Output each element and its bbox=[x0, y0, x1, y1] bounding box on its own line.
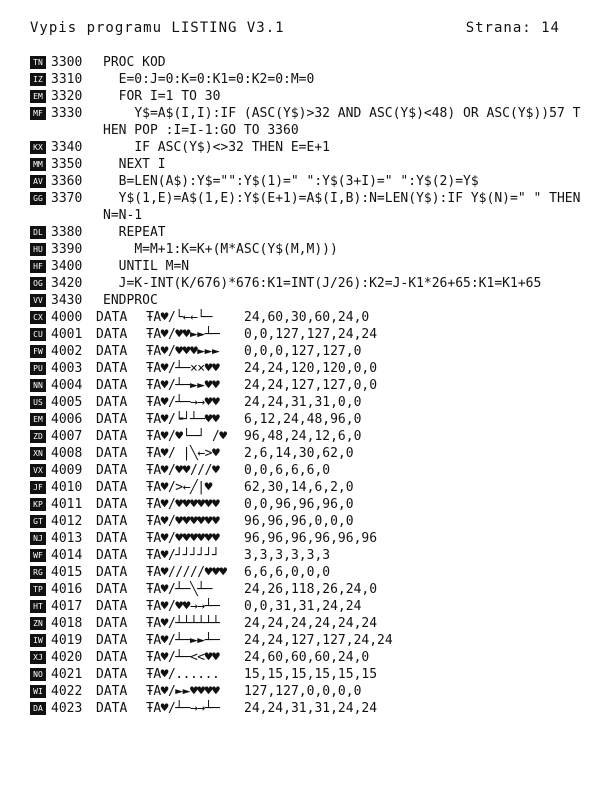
data-values: 24,60,60,60,24,0 bbox=[244, 650, 370, 665]
line-number: 4012 bbox=[51, 514, 83, 529]
data-keyword: DATA bbox=[96, 480, 128, 495]
line-number: 4017 bbox=[51, 599, 83, 614]
checksum-badge: NN bbox=[30, 379, 46, 392]
checksum-badge: IZ bbox=[30, 73, 46, 86]
data-graphic-string: ŦA♥/┘┘┘┘┘┘ bbox=[146, 548, 220, 563]
data-graphic-string: ŦA♥/┕┘┴─♥♥ bbox=[146, 412, 220, 427]
line-number: 4008 bbox=[51, 446, 83, 461]
code-line bbox=[30, 71, 582, 88]
line-number: 4005 bbox=[51, 395, 83, 410]
data-values: 24,60,30,60,24,0 bbox=[244, 310, 370, 325]
data-keyword: DATA bbox=[96, 361, 128, 376]
data-line bbox=[30, 445, 582, 462]
code-text: REPEAT bbox=[103, 225, 166, 240]
data-keyword: DATA bbox=[96, 616, 128, 631]
data-values: 96,48,24,12,6,0 bbox=[244, 429, 362, 444]
checksum-badge: US bbox=[30, 396, 46, 409]
data-line bbox=[30, 343, 582, 360]
data-keyword: DATA bbox=[96, 412, 128, 427]
code-text: E=0:J=0:K=0:K1=0:K2=0:M=0 bbox=[103, 72, 315, 87]
code-text: PROC KOD bbox=[103, 55, 166, 70]
line-number: 4016 bbox=[51, 582, 83, 597]
checksum-badge: GG bbox=[30, 192, 46, 205]
line-number: 3320 bbox=[51, 89, 83, 104]
line-number: 3400 bbox=[51, 259, 83, 274]
line-number: 4013 bbox=[51, 531, 83, 546]
line-number: 3340 bbox=[51, 140, 83, 155]
code-line bbox=[30, 54, 582, 71]
line-number: 4021 bbox=[51, 667, 83, 682]
checksum-badge: NJ bbox=[30, 532, 46, 545]
code-line bbox=[30, 224, 582, 241]
data-graphic-string: ŦA♥/┴─××♥♥ bbox=[146, 361, 220, 376]
data-line bbox=[30, 530, 582, 547]
data-values: 6,6,6,0,0,0 bbox=[244, 565, 331, 580]
checksum-badge: ZN bbox=[30, 617, 46, 630]
data-graphic-string: ŦA♥/♥♥///♥ bbox=[146, 463, 220, 478]
data-graphic-string: ŦA♥/┴─►►♥♥ bbox=[146, 378, 220, 393]
data-values: 24,24,31,31,24,24 bbox=[244, 701, 378, 716]
data-values: 96,96,96,0,0,0 bbox=[244, 514, 354, 529]
data-graphic-string: ŦA♥/└←←└─ bbox=[146, 310, 212, 325]
data-values: 0,0,127,127,24,24 bbox=[244, 327, 378, 342]
data-values: 0,0,6,6,6,0 bbox=[244, 463, 331, 478]
data-line bbox=[30, 462, 582, 479]
data-graphic-string: ŦA♥/►►♥♥♥♥ bbox=[146, 684, 220, 699]
data-keyword: DATA bbox=[96, 344, 128, 359]
checksum-badge: DA bbox=[30, 702, 46, 715]
data-values: 24,24,24,24,24,24 bbox=[244, 616, 378, 631]
data-line bbox=[30, 615, 582, 632]
checksum-badge: TN bbox=[30, 56, 46, 69]
line-number: 3370 bbox=[51, 191, 83, 206]
data-line bbox=[30, 666, 582, 683]
data-keyword: DATA bbox=[96, 650, 128, 665]
code-line bbox=[30, 88, 582, 105]
line-number: 3350 bbox=[51, 157, 83, 172]
data-values: 2,6,14,30,62,0 bbox=[244, 446, 354, 461]
code-text: B=LEN(A$):Y$="":Y$(1)=" ":Y$(3+I)=" ":Y$(2)=Y$ bbox=[103, 174, 479, 189]
checksum-badge: NO bbox=[30, 668, 46, 681]
data-keyword: DATA bbox=[96, 548, 128, 563]
data-keyword: DATA bbox=[96, 327, 128, 342]
data-line bbox=[30, 411, 582, 428]
checksum-badge: EM bbox=[30, 90, 46, 103]
data-graphic-string: ŦA♥/♥♥►►┴─ bbox=[146, 327, 220, 342]
data-line bbox=[30, 598, 582, 615]
line-number: 4023 bbox=[51, 701, 83, 716]
data-graphic-string: ŦA♥/♥♥♥♥♥♥ bbox=[146, 531, 220, 546]
checksum-badge: ZD bbox=[30, 430, 46, 443]
code-line bbox=[30, 190, 589, 224]
code-line bbox=[30, 139, 582, 156]
data-values: 96,96,96,96,96,96 bbox=[244, 531, 378, 546]
checksum-badge: KX bbox=[30, 141, 46, 154]
checksum-badge: FW bbox=[30, 345, 46, 358]
data-values: 6,12,24,48,96,0 bbox=[244, 412, 362, 427]
line-number: 4009 bbox=[51, 463, 83, 478]
program-listing bbox=[30, 54, 589, 717]
checksum-badge: CU bbox=[30, 328, 46, 341]
code-text: Y$=A$(I,I):IF (ASC(Y$)>32 AND ASC(Y$)<48) OR ASC(Y$))57 THEN POP :I=I-1:GO TO 3360 bbox=[103, 106, 581, 138]
checksum-badge: MM bbox=[30, 158, 46, 171]
page-header bbox=[30, 18, 560, 38]
checksum-badge: XJ bbox=[30, 651, 46, 664]
checksum-badge: JF bbox=[30, 481, 46, 494]
line-number: 4006 bbox=[51, 412, 83, 427]
data-line bbox=[30, 700, 582, 717]
data-graphic-string: ŦA♥/┴─→→┴─ bbox=[146, 701, 220, 716]
data-line bbox=[30, 547, 582, 564]
line-number: 3310 bbox=[51, 72, 83, 87]
data-keyword: DATA bbox=[96, 497, 128, 512]
line-number: 4002 bbox=[51, 344, 83, 359]
code-text: IF ASC(Y$)<>32 THEN E=E+1 bbox=[103, 140, 330, 155]
data-line bbox=[30, 513, 582, 530]
data-values: 0,0,31,31,24,24 bbox=[244, 599, 362, 614]
data-line bbox=[30, 632, 582, 649]
line-number: 4018 bbox=[51, 616, 83, 631]
data-line bbox=[30, 683, 582, 700]
code-line bbox=[30, 292, 582, 309]
code-text: NEXT I bbox=[103, 157, 166, 172]
line-number: 4014 bbox=[51, 548, 83, 563]
data-graphic-string: ŦA♥/♥♥♥♥♥♥ bbox=[146, 514, 220, 529]
checksum-badge: PU bbox=[30, 362, 46, 375]
line-number: 3420 bbox=[51, 276, 83, 291]
line-number: 4007 bbox=[51, 429, 83, 444]
data-keyword: DATA bbox=[96, 667, 128, 682]
line-number: 3360 bbox=[51, 174, 83, 189]
data-values: 0,0,96,96,96,0 bbox=[244, 497, 354, 512]
data-graphic-string: ŦA♥/┴─►►┴─ bbox=[146, 633, 220, 648]
data-graphic-string: ŦA♥/...... bbox=[146, 667, 220, 682]
data-keyword: DATA bbox=[96, 446, 128, 461]
data-keyword: DATA bbox=[96, 565, 128, 580]
data-graphic-string: ŦA♥/┴─→→♥♥ bbox=[146, 395, 220, 410]
code-line bbox=[30, 173, 582, 190]
line-number: 4003 bbox=[51, 361, 83, 376]
line-number: 4004 bbox=[51, 378, 83, 393]
data-keyword: DATA bbox=[96, 599, 128, 614]
checksum-badge: XN bbox=[30, 447, 46, 460]
data-values: 0,0,0,127,127,0 bbox=[244, 344, 362, 359]
data-line bbox=[30, 360, 582, 377]
line-number: 3300 bbox=[51, 55, 83, 70]
checksum-badge: VX bbox=[30, 464, 46, 477]
data-keyword: DATA bbox=[96, 378, 128, 393]
data-line bbox=[30, 496, 582, 513]
data-graphic-string: ŦA♥/┴┴┴┴┴┴ bbox=[146, 616, 220, 631]
data-line bbox=[30, 377, 582, 394]
line-number: 4001 bbox=[51, 327, 83, 342]
data-values: 127,127,0,0,0,0 bbox=[244, 684, 362, 699]
data-keyword: DATA bbox=[96, 395, 128, 410]
line-number: 4022 bbox=[51, 684, 83, 699]
page-number: Strana: 14 bbox=[465, 20, 560, 36]
checksum-badge: MF bbox=[30, 107, 46, 120]
line-number: 4020 bbox=[51, 650, 83, 665]
code-text: ENDPROC bbox=[103, 293, 158, 308]
code-text: M=M+1:K=K+(M*ASC(Y$(M,M))) bbox=[103, 242, 338, 257]
checksum-badge: AV bbox=[30, 175, 46, 188]
data-graphic-string: ŦA♥/>←╱|♥ bbox=[146, 480, 212, 495]
data-keyword: DATA bbox=[96, 633, 128, 648]
code-line bbox=[30, 156, 582, 173]
data-line bbox=[30, 564, 582, 581]
data-keyword: DATA bbox=[96, 684, 128, 699]
data-keyword: DATA bbox=[96, 463, 128, 478]
line-number: 3330 bbox=[51, 106, 83, 121]
line-number: 4011 bbox=[51, 497, 83, 512]
checksum-badge: IW bbox=[30, 634, 46, 647]
data-line bbox=[30, 326, 582, 343]
line-number: 3430 bbox=[51, 293, 83, 308]
data-line bbox=[30, 581, 582, 598]
data-graphic-string: ŦA♥/┴─╲┴─ bbox=[146, 582, 212, 597]
data-keyword: DATA bbox=[96, 310, 128, 325]
data-values: 24,24,120,120,0,0 bbox=[244, 361, 378, 376]
data-values: 24,26,118,26,24,0 bbox=[244, 582, 378, 597]
line-number: 4000 bbox=[51, 310, 83, 325]
data-line bbox=[30, 649, 582, 666]
checksum-badge: VV bbox=[30, 294, 46, 307]
data-keyword: DATA bbox=[96, 701, 128, 716]
data-graphic-string: ŦA♥/♥♥→→┴─ bbox=[146, 599, 220, 614]
data-keyword: DATA bbox=[96, 531, 128, 546]
checksum-badge: WF bbox=[30, 549, 46, 562]
code-line bbox=[30, 241, 582, 258]
data-keyword: DATA bbox=[96, 582, 128, 597]
data-values: 24,24,127,127,24,24 bbox=[244, 633, 393, 648]
code-text: UNTIL M=N bbox=[103, 259, 190, 274]
data-line bbox=[30, 394, 582, 411]
checksum-badge: CX bbox=[30, 311, 46, 324]
checksum-badge: HU bbox=[30, 243, 46, 256]
data-graphic-string: ŦA♥/////♥♥♥ bbox=[146, 565, 227, 580]
code-text: FOR I=1 TO 30 bbox=[103, 89, 221, 104]
data-line bbox=[30, 479, 582, 496]
data-graphic-string: ŦA♥/┴─<<♥♥ bbox=[146, 650, 220, 665]
data-line bbox=[30, 309, 582, 326]
code-line bbox=[30, 105, 582, 139]
data-values: 15,15,15,15,15,15 bbox=[244, 667, 378, 682]
data-graphic-string: ŦA♥/♥♥♥►►► bbox=[146, 344, 220, 359]
data-keyword: DATA bbox=[96, 429, 128, 444]
listing-title: Vypis programu LISTING V3.1 bbox=[30, 20, 285, 36]
checksum-badge: HF bbox=[30, 260, 46, 273]
checksum-badge: KP bbox=[30, 498, 46, 511]
line-number: 3380 bbox=[51, 225, 83, 240]
data-line bbox=[30, 428, 582, 445]
code-line bbox=[30, 275, 582, 292]
line-number: 4019 bbox=[51, 633, 83, 648]
line-number: 3390 bbox=[51, 242, 83, 257]
data-graphic-string: ŦA♥/♥♥♥♥♥♥ bbox=[146, 497, 220, 512]
checksum-badge: TP bbox=[30, 583, 46, 596]
checksum-badge: OG bbox=[30, 277, 46, 290]
line-number: 4015 bbox=[51, 565, 83, 580]
checksum-badge: RG bbox=[30, 566, 46, 579]
data-values: 24,24,31,31,0,0 bbox=[244, 395, 362, 410]
checksum-badge: DL bbox=[30, 226, 46, 239]
code-text: J=K-INT(K/676)*676:K1=INT(J/26):K2=J-K1*26+65:K1=K1+65 bbox=[103, 276, 542, 291]
checksum-badge: HT bbox=[30, 600, 46, 613]
checksum-badge: WI bbox=[30, 685, 46, 698]
data-values: 24,24,127,127,0,0 bbox=[244, 378, 378, 393]
checksum-badge: GT bbox=[30, 515, 46, 528]
line-number: 4010 bbox=[51, 480, 83, 495]
data-keyword: DATA bbox=[96, 514, 128, 529]
data-values: 62,30,14,6,2,0 bbox=[244, 480, 354, 495]
data-values: 3,3,3,3,3,3 bbox=[244, 548, 331, 563]
code-text: Y$(1,E)=A$(1,E):Y$(E+1)=A$(I,B):N=LEN(Y$):IF Y$(N)=" " THEN N=N-1 bbox=[103, 191, 589, 223]
code-line bbox=[30, 258, 582, 275]
data-graphic-string: ŦA♥/♥└─┘ /♥ bbox=[146, 429, 227, 444]
checksum-badge: EM bbox=[30, 413, 46, 426]
data-graphic-string: ŦA♥/ |╲←>♥ bbox=[146, 446, 220, 461]
